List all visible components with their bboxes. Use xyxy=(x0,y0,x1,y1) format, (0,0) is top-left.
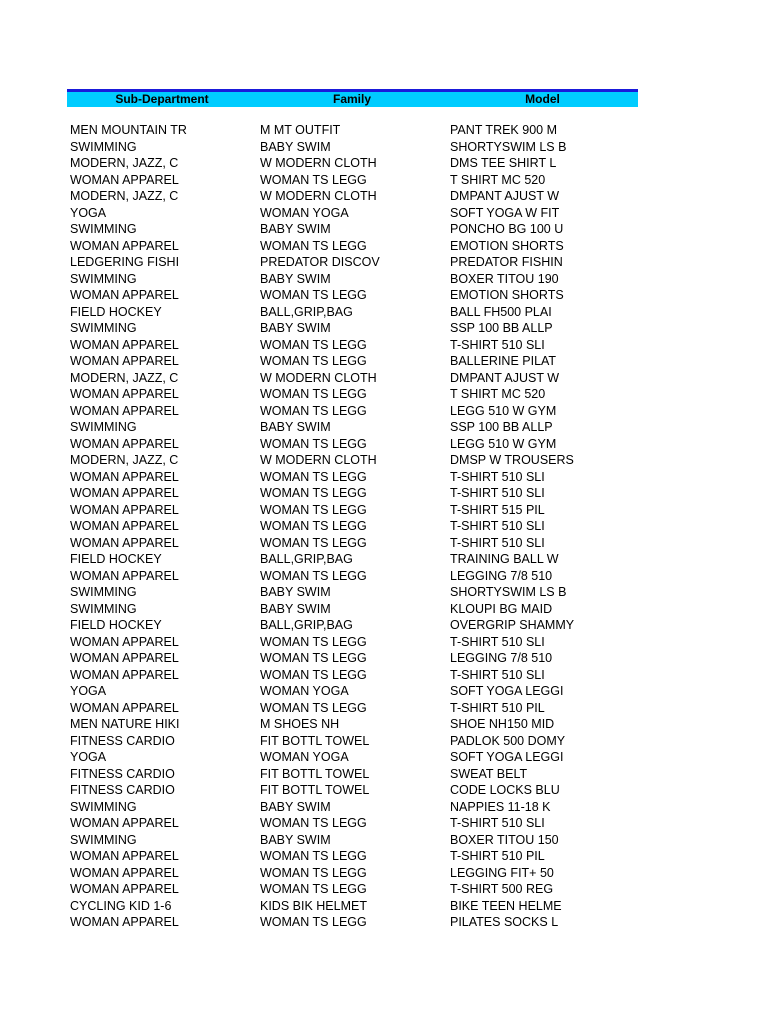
model-cell[interactable]: T-SHIRT 510 SLI xyxy=(450,816,545,830)
table-row xyxy=(67,238,638,255)
model-cell[interactable]: T-SHIRT 510 SLI xyxy=(450,469,545,484)
model-cell[interactable]: T SHIRT MC 520 xyxy=(450,387,546,401)
column-header-model[interactable]: Model xyxy=(525,92,560,106)
table-row xyxy=(67,832,638,849)
family-cell[interactable]: WOMAN TS LEGG xyxy=(260,519,367,533)
sub-department-cell[interactable]: SWIMMING xyxy=(70,139,137,154)
sub-department-cell[interactable]: WOMAN APPAREL xyxy=(70,816,179,830)
family-cell[interactable]: KIDS BIK HELMET xyxy=(260,898,367,913)
model-cell[interactable]: PREDATOR FISHIN xyxy=(450,255,563,269)
sub-department-cell[interactable]: WOMAN APPAREL xyxy=(70,502,179,517)
table-row xyxy=(67,518,638,535)
family-cell[interactable]: WOMAN TS LEGG xyxy=(260,337,367,352)
model-cell[interactable]: CODE LOCKS BLU xyxy=(450,783,560,797)
table-row xyxy=(67,502,638,519)
sub-department-cell[interactable]: MODERN, JAZZ, C xyxy=(70,156,179,170)
model-cell[interactable]: LEGG 510 W GYM xyxy=(450,403,557,418)
sub-department-cell[interactable]: SWIMMING xyxy=(70,271,137,286)
family-cell[interactable]: M SHOES NH xyxy=(260,717,340,731)
model-cell[interactable]: SSP 100 BB ALLP xyxy=(450,420,553,434)
sub-department-cell[interactable]: WOMAN APPAREL xyxy=(70,849,179,863)
table-row xyxy=(67,667,638,684)
family-cell[interactable]: BALL,GRIP,BAG xyxy=(260,552,353,566)
model-cell[interactable]: BALL FH500 PLAI xyxy=(450,304,552,319)
sub-department-cell[interactable]: CYCLING KID 1-6 xyxy=(70,898,172,913)
table-row xyxy=(67,634,638,651)
model-cell[interactable]: SWEAT BELT xyxy=(450,766,528,781)
model-cell[interactable]: LEGGING FIT+ 50 xyxy=(450,865,554,880)
table-row xyxy=(67,848,638,865)
sub-department-cell[interactable]: WOMAN APPAREL xyxy=(70,288,179,302)
model-cell[interactable]: SHORTYSWIM LS B xyxy=(450,139,567,154)
family-cell[interactable]: BABY SWIM xyxy=(260,585,331,599)
family-cell[interactable]: BABY SWIM xyxy=(260,420,331,434)
family-cell[interactable]: WOMAN TS LEGG xyxy=(260,535,367,550)
family-cell[interactable]: WOMAN TS LEGG xyxy=(260,634,367,649)
table-row xyxy=(67,271,638,288)
sub-department-cell[interactable]: SWIMMING xyxy=(70,799,137,814)
model-cell[interactable]: T-SHIRT 510 SLI xyxy=(450,667,545,682)
model-cell[interactable]: BIKE TEEN HELME xyxy=(450,898,562,913)
family-cell[interactable]: WOMAN TS LEGG xyxy=(260,403,367,418)
model-cell[interactable]: BOXER TITOU 190 xyxy=(450,271,559,286)
model-cell[interactable]: BALLERINE PILAT xyxy=(450,354,557,368)
sub-department-cell[interactable]: WOMAN APPAREL xyxy=(70,403,179,418)
model-cell[interactable]: PONCHO BG 100 U xyxy=(450,222,564,236)
model-cell[interactable]: T-SHIRT 510 SLI xyxy=(450,486,545,500)
sub-department-cell[interactable]: WOMAN APPAREL xyxy=(70,700,179,715)
model-cell[interactable]: DMPANT AJUST W xyxy=(450,370,560,385)
sub-department-cell[interactable]: MEN MOUNTAIN TR xyxy=(70,123,187,137)
family-cell[interactable]: WOMAN YOGA xyxy=(260,205,349,220)
sub-department-cell[interactable]: WOMAN APPAREL xyxy=(70,337,179,352)
model-cell[interactable]: PILATES SOCKS L xyxy=(450,915,559,929)
sub-department-cell[interactable]: YOGA xyxy=(70,684,107,698)
model-cell[interactable]: T SHIRT MC 520 xyxy=(450,172,546,187)
sub-department-cell[interactable]: FITNESS CARDIO xyxy=(70,733,175,748)
family-cell[interactable]: WOMAN YOGA xyxy=(260,750,349,764)
table-row xyxy=(67,139,638,156)
sub-department-cell[interactable]: SWIMMING xyxy=(70,601,137,616)
family-cell[interactable]: WOMAN TS LEGG xyxy=(260,387,367,401)
table-row xyxy=(67,535,638,552)
sub-department-cell[interactable]: SWIMMING xyxy=(70,222,137,236)
family-cell[interactable]: WOMAN TS LEGG xyxy=(260,865,367,880)
sub-department-cell[interactable]: WOMAN APPAREL xyxy=(70,634,179,649)
table-row xyxy=(67,205,638,222)
family-cell[interactable]: BABY SWIM xyxy=(260,601,331,616)
table-row xyxy=(67,617,638,634)
table-row xyxy=(67,799,638,816)
model-cell[interactable]: NAPPIES 11-18 K xyxy=(450,799,551,814)
table-row xyxy=(67,683,638,700)
family-cell[interactable]: WOMAN TS LEGG xyxy=(260,502,367,517)
family-cell[interactable]: M MT OUTFIT xyxy=(260,123,341,137)
table-row xyxy=(67,700,638,717)
table-row xyxy=(67,766,638,783)
family-cell[interactable]: WOMAN TS LEGG xyxy=(260,667,367,682)
sub-department-cell[interactable]: WOMAN APPAREL xyxy=(70,354,179,368)
family-cell[interactable]: WOMAN TS LEGG xyxy=(260,915,367,929)
table-row xyxy=(67,584,638,601)
model-cell[interactable]: LEGGING 7/8 510 xyxy=(450,651,553,665)
table-row xyxy=(67,568,638,585)
table-row xyxy=(67,122,638,139)
family-cell[interactable]: WOMAN YOGA xyxy=(260,684,349,698)
table-row xyxy=(67,898,638,915)
family-cell[interactable]: FIT BOTTL TOWEL xyxy=(260,766,370,781)
sub-department-cell[interactable]: WOMAN APPAREL xyxy=(70,238,179,253)
model-cell[interactable]: BOXER TITOU 150 xyxy=(450,832,559,847)
family-cell[interactable]: WOMAN TS LEGG xyxy=(260,849,367,863)
table-row xyxy=(67,469,638,486)
family-cell[interactable]: W MODERN CLOTH xyxy=(260,189,377,203)
family-cell[interactable]: FIT BOTTL TOWEL xyxy=(260,733,370,748)
table-row xyxy=(67,650,638,667)
table-row xyxy=(67,419,638,436)
model-cell[interactable]: SOFT YOGA W FIT xyxy=(450,205,560,220)
table-row xyxy=(67,403,638,420)
family-cell[interactable]: WOMAN TS LEGG xyxy=(260,172,367,187)
sub-department-cell[interactable]: FIELD HOCKEY xyxy=(70,304,162,319)
sub-department-cell[interactable]: WOMAN APPAREL xyxy=(70,535,179,550)
model-cell[interactable]: PANT TREK 900 M xyxy=(450,123,557,137)
family-cell[interactable]: PREDATOR DISCOV xyxy=(260,255,380,269)
table-row xyxy=(67,716,638,733)
column-header-family[interactable]: Family xyxy=(332,92,371,106)
table-row xyxy=(67,865,638,882)
model-cell[interactable]: OVERGRIP SHAMMY xyxy=(450,618,575,632)
model-cell[interactable]: T-SHIRT 510 PIL xyxy=(450,849,545,863)
model-cell[interactable]: SOFT YOGA LEGGI xyxy=(450,684,564,698)
model-cell[interactable]: T-SHIRT 510 PIL xyxy=(450,700,545,715)
family-cell[interactable]: BABY SWIM xyxy=(260,832,331,847)
family-cell[interactable]: WOMAN TS LEGG xyxy=(260,354,367,368)
table-header-row xyxy=(67,89,638,107)
family-cell[interactable]: BABY SWIM xyxy=(260,222,331,236)
model-cell[interactable]: TRAINING BALL W xyxy=(450,552,559,566)
sub-department-cell[interactable]: LEDGERING FISHI xyxy=(70,255,180,269)
sub-department-cell[interactable]: WOMAN APPAREL xyxy=(70,486,179,500)
model-cell[interactable]: LEGG 510 W GYM xyxy=(450,436,557,451)
table-row xyxy=(67,172,638,189)
table-row xyxy=(67,353,638,370)
model-cell[interactable]: T-SHIRT 510 SLI xyxy=(450,634,545,649)
sub-department-cell[interactable]: YOGA xyxy=(70,750,107,764)
family-cell[interactable]: WOMAN TS LEGG xyxy=(260,816,367,830)
family-cell[interactable]: W MODERN CLOTH xyxy=(260,453,377,467)
family-cell[interactable]: BABY SWIM xyxy=(260,139,331,154)
model-cell[interactable]: EMOTION SHORTS xyxy=(450,238,564,253)
table-row xyxy=(67,254,638,271)
sub-department-cell[interactable]: FIELD HOCKEY xyxy=(70,552,162,566)
table-row xyxy=(67,320,638,337)
sub-department-cell[interactable]: SWIMMING xyxy=(70,585,137,599)
family-cell[interactable]: WOMAN TS LEGG xyxy=(260,486,367,500)
table-row xyxy=(67,188,638,205)
sub-department-cell[interactable]: SWIMMING xyxy=(70,420,137,434)
sub-department-cell[interactable]: FITNESS CARDIO xyxy=(70,766,175,781)
family-cell[interactable]: FIT BOTTL TOWEL xyxy=(260,783,370,797)
sub-department-cell[interactable]: WOMAN APPAREL xyxy=(70,519,179,533)
model-cell[interactable]: DMS TEE SHIRT L xyxy=(450,156,557,170)
model-cell[interactable]: PADLOK 500 DOMY xyxy=(450,733,566,748)
model-cell[interactable]: T-SHIRT 515 PIL xyxy=(450,502,545,517)
table-row xyxy=(67,221,638,238)
table-row xyxy=(67,304,638,321)
table-row xyxy=(67,370,638,387)
model-cell[interactable]: SOFT YOGA LEGGI xyxy=(450,750,564,764)
table-row xyxy=(67,733,638,750)
sub-department-cell[interactable]: WOMAN APPAREL xyxy=(70,568,179,583)
family-cell[interactable]: WOMAN TS LEGG xyxy=(260,568,367,583)
sub-department-cell[interactable]: WOMAN APPAREL xyxy=(70,882,179,896)
table-row xyxy=(67,749,638,766)
sub-department-cell[interactable]: WOMAN APPAREL xyxy=(70,387,179,401)
table-row xyxy=(67,287,638,304)
sub-department-cell[interactable]: MODERN, JAZZ, C xyxy=(70,189,179,203)
sub-department-cell[interactable]: SWIMMING xyxy=(70,832,137,847)
sub-department-cell[interactable]: WOMAN APPAREL xyxy=(70,436,179,451)
model-cell[interactable]: T-SHIRT 510 SLI xyxy=(450,535,545,550)
family-cell[interactable]: BALL,GRIP,BAG xyxy=(260,618,353,632)
sub-department-cell[interactable]: FIELD HOCKEY xyxy=(70,618,162,632)
family-cell[interactable]: BALL,GRIP,BAG xyxy=(260,304,353,319)
model-cell[interactable]: SHOE NH150 MID xyxy=(450,717,555,731)
table-row xyxy=(67,551,638,568)
table-row xyxy=(67,485,638,502)
family-cell[interactable]: BABY SWIM xyxy=(260,799,331,814)
table-row xyxy=(67,337,638,354)
family-cell[interactable]: WOMAN TS LEGG xyxy=(260,882,367,896)
table-row xyxy=(67,601,638,618)
table-row xyxy=(67,782,638,799)
spreadsheet-table xyxy=(67,89,638,929)
model-cell[interactable]: DMSP W TROUSERS xyxy=(450,453,574,467)
family-cell[interactable]: WOMAN TS LEGG xyxy=(260,436,367,451)
model-cell[interactable]: T-SHIRT 500 REG xyxy=(450,882,554,896)
table-row xyxy=(67,815,638,832)
sub-department-cell[interactable]: WOMAN APPAREL xyxy=(70,915,179,929)
sub-department-cell[interactable]: WOMAN APPAREL xyxy=(70,172,179,187)
table-row xyxy=(67,436,638,453)
model-cell[interactable]: DMPANT AJUST W xyxy=(450,189,560,203)
model-cell[interactable]: SHORTYSWIM LS B xyxy=(450,585,567,599)
sub-department-cell[interactable]: MEN NATURE HIKI xyxy=(70,717,180,731)
family-cell[interactable]: WOMAN TS LEGG xyxy=(260,651,367,665)
family-cell[interactable]: WOMAN TS LEGG xyxy=(260,469,367,484)
model-cell[interactable]: KLOUPI BG MAID xyxy=(450,601,553,616)
family-cell[interactable]: WOMAN TS LEGG xyxy=(260,288,367,302)
sub-department-cell[interactable]: FITNESS CARDIO xyxy=(70,783,175,797)
sub-department-cell[interactable]: MODERN, JAZZ, C xyxy=(70,370,179,385)
column-header-sub-department[interactable]: Sub-Department xyxy=(115,92,209,106)
family-cell[interactable]: BABY SWIM xyxy=(260,321,331,335)
model-cell[interactable]: SSP 100 BB ALLP xyxy=(450,321,553,335)
family-cell[interactable]: W MODERN CLOTH xyxy=(260,370,377,385)
table-row xyxy=(67,386,638,403)
sub-department-cell[interactable]: MODERN, JAZZ, C xyxy=(70,453,179,467)
table-row xyxy=(67,881,638,898)
family-cell[interactable]: BABY SWIM xyxy=(260,271,331,286)
model-cell[interactable]: EMOTION SHORTS xyxy=(450,288,564,302)
sub-department-cell[interactable]: WOMAN APPAREL xyxy=(70,469,179,484)
sub-department-cell[interactable]: YOGA xyxy=(70,205,107,220)
table-row xyxy=(67,452,638,469)
table-row xyxy=(67,914,638,931)
family-cell[interactable]: W MODERN CLOTH xyxy=(260,156,377,170)
sub-department-cell[interactable]: WOMAN APPAREL xyxy=(70,865,179,880)
model-cell[interactable]: LEGGING 7/8 510 xyxy=(450,568,553,583)
family-cell[interactable]: WOMAN TS LEGG xyxy=(260,238,367,253)
table-row xyxy=(67,155,638,172)
sub-department-cell[interactable]: WOMAN APPAREL xyxy=(70,667,179,682)
family-cell[interactable]: WOMAN TS LEGG xyxy=(260,700,367,715)
table-body xyxy=(67,122,638,931)
sub-department-cell[interactable]: WOMAN APPAREL xyxy=(70,651,179,665)
model-cell[interactable]: T-SHIRT 510 SLI xyxy=(450,519,545,533)
model-cell[interactable]: T-SHIRT 510 SLI xyxy=(450,337,545,352)
sub-department-cell[interactable]: SWIMMING xyxy=(70,321,137,335)
